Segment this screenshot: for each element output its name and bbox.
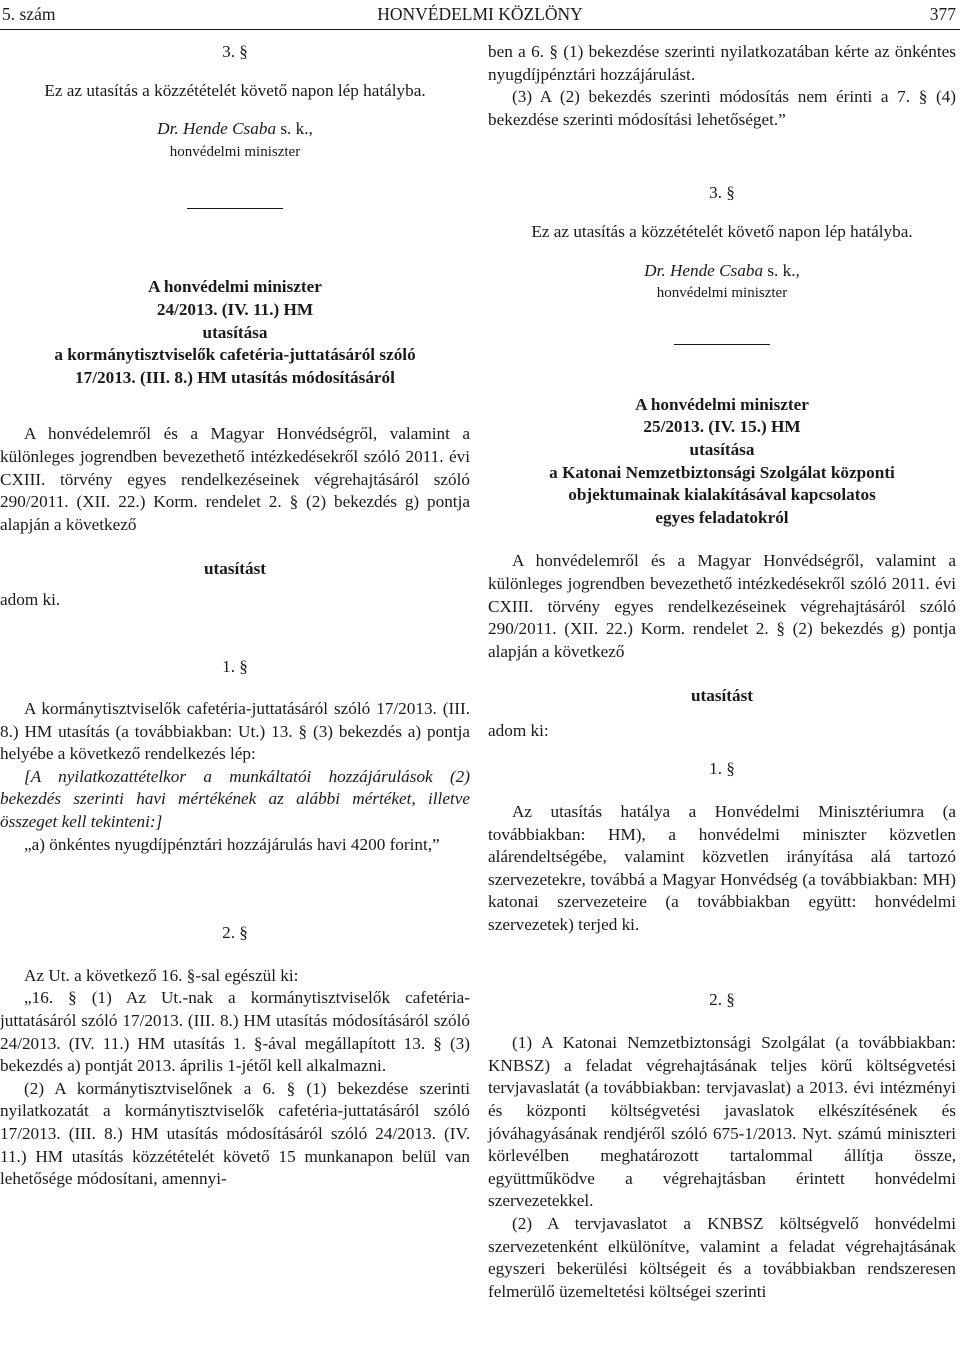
section-heading: 3. §: [222, 42, 248, 61]
journal-title: HONVÉDELMI KÖZLÖNY: [377, 4, 583, 24]
section-text: A kormánytisztviselők cafetéria-juttatásáról szóló 17/2013. (III. 8.) HM utasítás (a továbbiakban: Ut.) 13. § (3) bekezdés a) pontja helyébe a következő rendelkezés lép:: [0, 699, 470, 764]
signer-name: Dr. Hende Csaba: [644, 260, 764, 280]
signature-line: [0, 118, 470, 141]
act-title: egyes feladatokról: [655, 507, 789, 527]
utasitast-heading: utasítást: [203, 559, 267, 579]
section-heading: 2. §: [222, 923, 248, 943]
signer-suffix: s. k.,: [763, 260, 800, 280]
preamble: A honvédelemről és a Magyar Honvédségről, valamint a különleges jogrendben bevezethető intézkedésekről szóló 2011. évi CXIII. törvény egyes rendelkezéseinek végrehajtásáról szóló 290/2011. (XII. 22.) Korm. rendelet 2. § (2) bekezdés g) pontja alapján a következő: [488, 551, 956, 661]
act-issuer: A honvédelmi miniszter: [148, 277, 322, 297]
signer-title: honvédelmi miniszter: [656, 285, 788, 302]
effective-clause: Ez az utasítás a közzétételét követő napon lép hatályba.: [531, 221, 913, 241]
section-paragraph: (2) A tervjavaslatot a KNBSZ költségvelő honvédelmi szervezetenként elkülönítve, valamint a feladat végrehajtásának egyszeri bekerülési költségeit és a továbbiakban rendszeresen felmerülő üzemeltetési költségei szerinti: [488, 1213, 956, 1301]
section-heading: 1. §: [222, 656, 248, 676]
act-type: utasítása: [689, 439, 755, 459]
act-title: objektumainak kialakításával kapcsolatos: [568, 485, 876, 505]
section-heading: 3. §: [709, 183, 735, 203]
continued-paragraph: ben a 6. § (1) bekezdése szerinti nyilatkozatában kérte az önkéntes nyugdíjpénztári hozzájárulást.: [488, 42, 956, 84]
section-paragraph: (2) A kormánytisztviselőnek a 6. § (1) bekezdése szerinti nyilatkozatát a kormánytisztviselők cafetéria-juttatásáról szóló 17/2013. (III. 8.) HM utasítás módosításáról szóló 24/2013. (IV. 11.) HM utasítás közzétételét követő 15 munkanapon belül van lehetősége módosítani, amennyi-: [0, 1078, 470, 1189]
adom-ki: adom ki.: [0, 589, 61, 609]
section-heading: 2. §: [709, 989, 735, 1009]
issue-number: 5. szám: [2, 4, 56, 24]
section-quote: „a) önkéntes nyugdíjpénztári hozzájárulás havi 4200 forint,”: [24, 834, 440, 854]
section-quote: „16. § (1) Az Ut.-nak a kormánytisztviselők cafetéria-juttatásáról szóló 17/2013. (III. 8.) HM utasítás módosításáról szóló 24/2013. (IV. 11.) HM utasítás 1. §-ával megállapított 13. § (3) bekezdés a) pontját 2013. április 1-jétől kell alkalmazni.: [0, 988, 470, 1076]
separator: [674, 344, 770, 345]
signer-name: Dr. Hende Csaba: [157, 119, 277, 139]
section-text: Az Ut. a következő 16. §-sal egészül ki:: [24, 965, 299, 985]
utasitast-heading: utasítást: [690, 686, 754, 706]
section-heading: 1. §: [709, 759, 735, 779]
left-column: [0, 30, 470, 1191]
act-title: 17/2013. (III. 8.) HM utasítás módosításáról: [75, 367, 395, 387]
page-header: [0, 0, 960, 30]
right-column: [488, 30, 956, 1303]
signer-suffix: s. k.,: [276, 119, 313, 139]
section-paragraph: (3) A (2) bekezdés szerinti módosítás nem érinti a 7. § (4) bekezdése szerinti módosítási lehetőséget.”: [488, 87, 956, 129]
act-issuer: A honvédelmi miniszter: [635, 394, 809, 414]
section-paragraph: (1) A Katonai Nemzetbiztonsági Szolgálat (a továbbiakban: KNBSZ) a feladat végrehajtásának teljes körű költségvetési tervjavaslatát (a továbbiakban: tervjavaslat) a 2013. évi intézményi és központi költségvetési javaslatok elkészítésének és jóváhagyásának rendjéről szóló 675-1/2013. Nyt. számú miniszteri körlevélben meghatározott tartalommal állítja össze, együttműködve a végrehajtásban érintett honvédelmi szervezetekkel.: [488, 1033, 956, 1211]
page-number: 377: [929, 4, 956, 24]
act-number: 24/2013. (IV. 11.) HM: [156, 299, 314, 319]
adom-ki: adom ki:: [488, 720, 549, 740]
signature-line: [488, 260, 956, 283]
act-number: 25/2013. (IV. 15.) HM: [643, 417, 801, 437]
act-title: a kormánytisztviselők cafetéria-juttatásáról szóló: [54, 345, 416, 365]
section-italic-text: [A nyilatkozattételkor a munkáltatói hozzájárulások (2) bekezdés szerinti havi mértékének az alábbi mértéket, illetve összeget kell tekinteni:]: [0, 766, 470, 832]
act-title: a Katonai Nemzetbiztonsági Szolgálat központi: [549, 462, 895, 482]
effective-clause: Ez az utasítás a közzétételét követő napon lép hatályba.: [44, 80, 426, 100]
preamble: A honvédelemről és a Magyar Honvédségről, valamint a különleges jogrendben bevezethető intézkedésekről szóló 2011. évi CXIII. törvény egyes rendelkezéseinek végrehajtásáról szóló 290/2011. (XII. 22.) Korm. rendelet 2. § (2) bekezdés g) pontja alapján a következő: [0, 424, 470, 534]
section-text: Az utasítás hatálya a Honvédelmi Minisztériumra (a továbbiakban: HM), a honvédelmi miniszter közvetlen alárendeltségébe, valamint közvetlen irányítása alá tartozó szervezetekre, továbbá a Magyar Honvédség (a továbbiakban: MH) katonai szervezeteire (a továbbiakban együtt: honvédelmi szervezetek) terjed ki.: [488, 802, 956, 935]
signer-title: honvédelmi miniszter: [169, 143, 301, 160]
act-type: utasítása: [202, 322, 268, 342]
separator: [187, 208, 283, 209]
